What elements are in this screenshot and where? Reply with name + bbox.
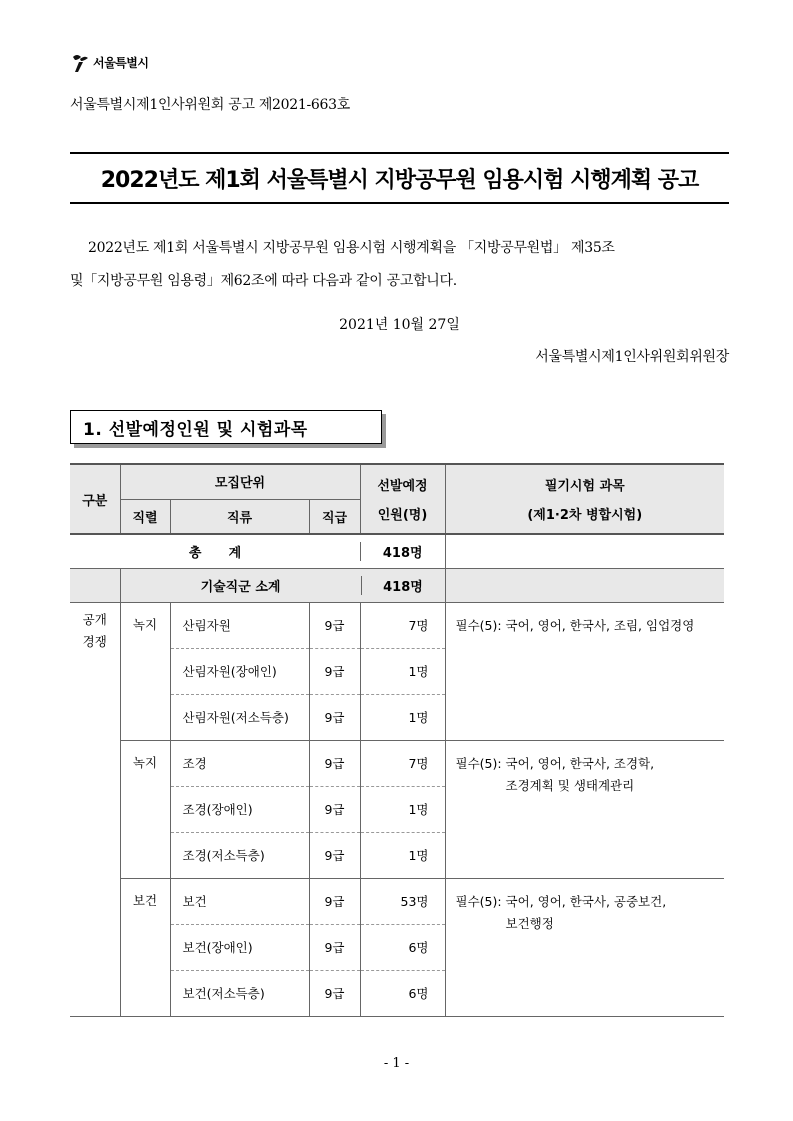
grade-cell: 9급: [309, 970, 360, 1016]
intro-line-1: 2022년도 제1회 서울특별시 지방공무원 임용시험 시행계획을 「지방공무원법」 제35조: [88, 240, 615, 256]
subjects-line1: 필수(5): 국어, 영어, 한국사, 조경학,: [455, 755, 655, 771]
subtotal-label: 기술직군 소계: [200, 579, 281, 595]
class-cell: 산림자원: [170, 602, 309, 648]
subjects-cell: [445, 878, 724, 1016]
class-cell: 조경: [170, 740, 309, 786]
header-planned-line1: 선발예정: [377, 479, 428, 494]
count-cell: 6명: [360, 924, 445, 970]
signer: 서울특별시제1인사위원회위원장: [535, 349, 729, 365]
seoul-logo: [70, 50, 148, 74]
table-row: [70, 740, 724, 786]
count-cell: 7명: [360, 740, 445, 786]
subtotal-category-empty: [70, 568, 120, 602]
table-row: [70, 878, 724, 924]
grade-cell: 9급: [309, 832, 360, 878]
total-subjects-empty: [445, 534, 724, 568]
table-row: [70, 602, 724, 648]
category-text: 공개 경쟁: [82, 611, 107, 649]
class-cell: 조경(저소득층): [170, 832, 309, 878]
header-series: 직렬: [120, 499, 170, 534]
count-cell: 1명: [360, 832, 445, 878]
series-cell: 보건: [120, 878, 170, 1016]
subjects-line2: 조경계획 및 생태계관리: [505, 777, 635, 793]
page-title: 2022년도 제1회 서울특별시 지방공무원 임용시험 시행계획 공고: [100, 167, 699, 193]
notice-date: 2021년 10월 27일: [339, 317, 460, 333]
seoul-logo-icon: [70, 51, 90, 73]
class-cell: 산림자원(장애인): [170, 648, 309, 694]
class-cell: 보건(장애인): [170, 924, 309, 970]
grade-cell: 9급: [309, 786, 360, 832]
total-label-text: 총 계: [188, 545, 242, 561]
section-heading-text: 1. 선발예정인원 및 시험과목: [83, 419, 308, 440]
grade-cell: 9급: [309, 740, 360, 786]
subtotal-cell: [120, 568, 445, 602]
grade-cell: 9급: [309, 648, 360, 694]
count-cell: 1명: [360, 786, 445, 832]
recruitment-table: [70, 463, 724, 1017]
header-planned-line2: 인원(명): [377, 508, 428, 523]
total-label: [70, 534, 445, 568]
class-cell: 보건(저소득층): [170, 970, 309, 1016]
section-heading: [70, 410, 382, 444]
grade-cell: 9급: [309, 924, 360, 970]
subjects-line2: 보건행정: [505, 915, 554, 931]
notice-number: 서울특별시제1인사위원회 공고 제2021-663호: [70, 97, 350, 113]
intro-line-2: 및「지방공무원 임용령」제62조에 따라 다음과 같이 공고합니다.: [70, 273, 457, 289]
class-cell: 조경(장애인): [170, 786, 309, 832]
header-class: 직류: [170, 499, 309, 534]
count-cell: 1명: [360, 648, 445, 694]
count-cell: 53명: [360, 878, 445, 924]
header-planned: [360, 464, 445, 534]
grade-cell: 9급: [309, 694, 360, 740]
count-cell: 7명: [360, 602, 445, 648]
header-subjects: [445, 464, 724, 534]
page-number: - 1 -: [383, 1056, 410, 1071]
count-cell: 1명: [360, 694, 445, 740]
series-cell: 녹지: [120, 602, 170, 740]
subjects-line1: 필수(5): 국어, 영어, 한국사, 공중보건,: [455, 893, 667, 909]
subjects-cell: [445, 740, 724, 878]
intro-paragraph: [70, 232, 729, 298]
count-cell: 6명: [360, 970, 445, 1016]
title-box: [70, 152, 729, 204]
category-cell: [70, 602, 120, 1016]
series-cell: 녹지: [120, 740, 170, 878]
subtotal-subjects-empty: [445, 568, 724, 602]
subtotal-value: 418명: [383, 579, 423, 595]
class-cell: 산림자원(저소득층): [170, 694, 309, 740]
class-cell: 보건: [170, 878, 309, 924]
grade-cell: 9급: [309, 602, 360, 648]
subjects-line1: 필수(5): 국어, 영어, 한국사, 조림, 임업경영: [455, 617, 695, 633]
header-subjects-line1: 필기시험 과목: [544, 479, 625, 494]
header-category: 구분: [70, 464, 120, 534]
header-subjects-line2: (제1·2차 병합시험): [527, 508, 643, 523]
logo-text: 서울특별시: [93, 55, 149, 70]
header-grade: 직급: [309, 499, 360, 534]
subjects-cell: [445, 602, 724, 740]
total-value: 418명: [382, 545, 423, 561]
header-unit: 모집단위: [120, 464, 360, 499]
grade-cell: 9급: [309, 878, 360, 924]
